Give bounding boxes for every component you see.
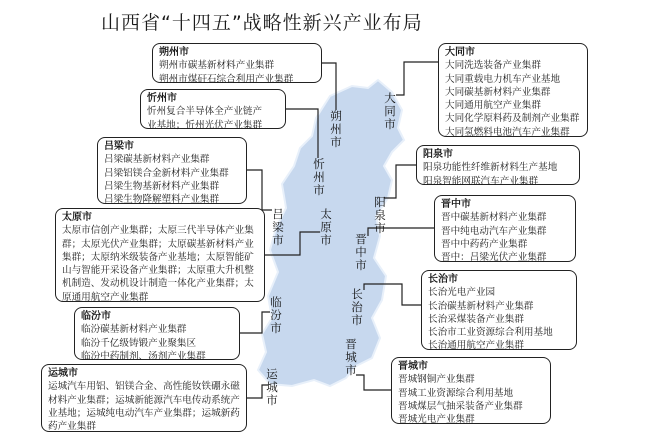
- list-item: 大同化学原料药及制剂产业集群: [445, 113, 580, 125]
- list-item: 吕梁生物基新材料产业集群: [104, 180, 220, 192]
- list-item: 忻州复合半导体全产业链产: [147, 106, 263, 118]
- map-label-taiyuan: 太原市: [320, 207, 332, 247]
- list-item: 临汾千亿级铸锻产业聚集区: [81, 337, 197, 349]
- list-item: 临汾碳基新材料产业集群: [81, 324, 187, 336]
- list-item: 太原市信创产业集群；太原三代半导体产业集群；太原光伏产业集群；太原碳基新材料产业集群；太原纳米级装备产业基地；太原智能矿山与智能开采设备产业集群；太原重大升机整机制造、发动机设计制造一体化产业集群；太原通用航空产业集群: [62, 225, 254, 303]
- city-name: 晋城市: [398, 361, 428, 372]
- map-label-xinzhou: 忻州市: [313, 157, 325, 197]
- list-item: 晋中中药药产业集群: [441, 238, 528, 250]
- city-box-jincheng: [391, 357, 551, 424]
- city-name: 阳泉市: [423, 149, 453, 160]
- list-item: 大同洗选装备产业集群: [445, 60, 541, 72]
- city-name: 太原市: [62, 212, 92, 223]
- list-item: 大同通用航空产业集群: [445, 100, 541, 112]
- city-box-xinzhou: [140, 89, 286, 129]
- city-name: 临汾市: [81, 311, 111, 322]
- map-label-yangquan: 阳泉市: [374, 195, 386, 235]
- connector-yuncheng: [247, 385, 268, 398]
- city-box-yangquan: [416, 145, 580, 185]
- list-item: 长治通用航空产业集群: [428, 340, 524, 352]
- city-name: 大同市: [445, 47, 475, 58]
- list-item: 吕梁铝镁合金新材料产业集群: [104, 167, 229, 179]
- city-name: 运城市: [48, 368, 78, 379]
- list-item: 长治光电产业园: [428, 287, 496, 299]
- map-label-shuozhou: 朔州市: [330, 109, 342, 149]
- list-item: 朔州市碳基新材料产业集群: [159, 60, 275, 72]
- list-item: 运城汽车用铝、铝镁合金、高性能钕铁硼永磁材料产业集群；运城新能源汽车电传动系统产业基地；运城纯电动汽车产业集群；运城新药药产业集群: [48, 381, 240, 433]
- map-label-lvliang: 吕梁市: [272, 207, 284, 247]
- list-item: 吕梁生物降解塑料产业集群: [104, 194, 220, 206]
- map-label-jincheng: 晋城市: [345, 337, 357, 377]
- list-item: 晋中碳基新材料产业集群: [441, 212, 547, 224]
- city-name: 晋中市: [441, 199, 471, 210]
- city-box-changzhi: [421, 270, 577, 350]
- list-item: 晋城工业资源综合利用基地: [398, 387, 514, 399]
- city-box-lvliang: [97, 137, 247, 204]
- map-label-linfen: 临汾市: [270, 295, 282, 335]
- list-item: 临汾中药制剂、汤剂产业集群: [81, 350, 206, 362]
- list-item: 晋中：吕梁光伏产业集群: [441, 252, 547, 264]
- list-item: 晋中纯电动汽车产业集群: [441, 225, 547, 237]
- list-item: 晋城钢铜产业集群: [398, 374, 475, 386]
- list-item: 大同碳基新材料产业集群: [445, 86, 551, 98]
- list-item: 朔州市煤矸石综合利用产业集群: [159, 73, 294, 85]
- city-box-datong: [438, 43, 588, 137]
- city-box-linfen: [74, 307, 240, 360]
- city-name: 吕梁市: [104, 141, 134, 152]
- map-label-jinzhong: 晋中市: [355, 232, 367, 272]
- city-name: 长治市: [428, 274, 458, 285]
- list-item: 阳泉智能网联汽车产业集群: [423, 175, 539, 187]
- city-name: 忻州市: [147, 93, 177, 104]
- list-item: 阳泉功能性纤维新材料生产基地: [423, 162, 558, 174]
- city-box-taiyuan: [55, 208, 265, 302]
- list-item: 大同重载电力机车产业基地: [445, 73, 561, 85]
- city-name: 朔州市: [159, 47, 189, 58]
- diagram-title: 山西省“十四五”战略性新兴产业布局: [101, 12, 423, 34]
- connector-jincheng: [356, 375, 391, 390]
- map-label-yuncheng: 运城市: [266, 367, 278, 407]
- list-item: 业基地；忻州光伏产业集群: [147, 119, 263, 131]
- list-item: 吕梁碳基新材料产业集群: [104, 154, 210, 166]
- map-label-changzhi: 长治市: [351, 287, 363, 327]
- list-item: 长治采煤装备产业集群: [428, 313, 524, 325]
- map-label-datong: 大同市: [384, 91, 396, 131]
- city-box-yuncheng: [41, 364, 247, 432]
- list-item: 晋城煤层气抽采装备产业集群: [398, 400, 523, 412]
- city-box-jinzhong: [434, 195, 576, 262]
- list-item: 大同氢燃料电池汽车产业集群: [445, 126, 570, 138]
- connector-datong: [396, 62, 438, 95]
- list-item: 长治市工业资源综合利用基地: [428, 327, 553, 339]
- list-item: 晋城光电产业集群: [398, 414, 475, 426]
- city-box-shuozhou: [152, 43, 322, 83]
- connector-lvliang: [247, 170, 272, 210]
- list-item: 长治碳基新材料产业集群: [428, 300, 534, 312]
